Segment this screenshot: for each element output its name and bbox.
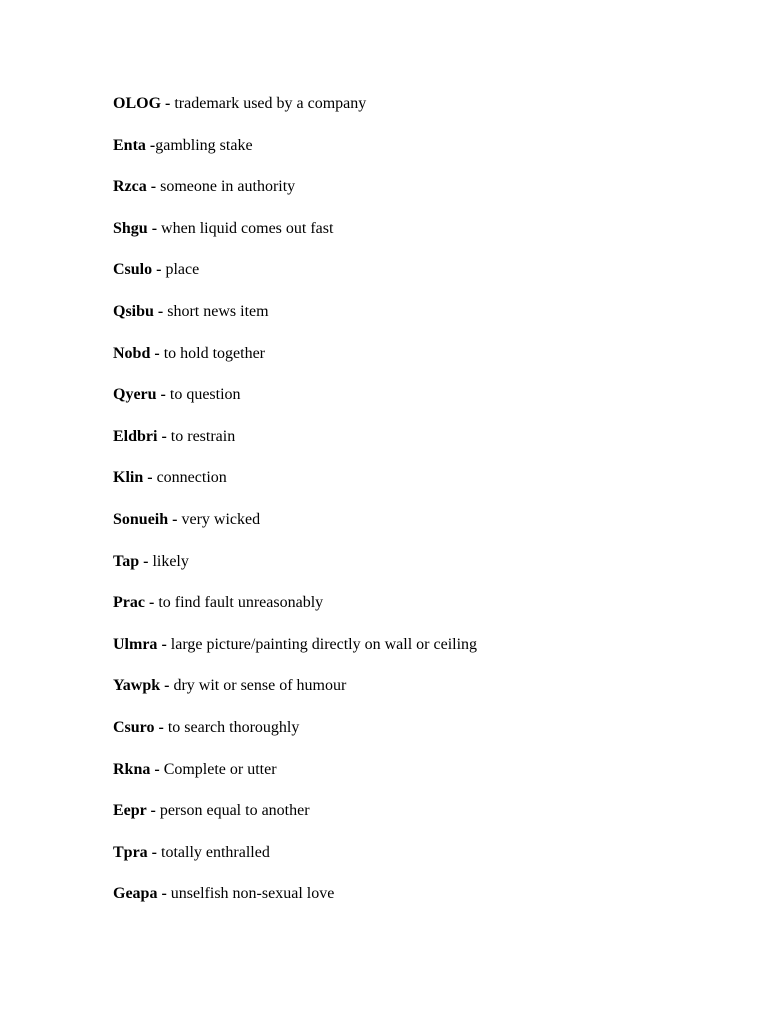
word-entry bbox=[113, 634, 477, 676]
scrambled-word: Tpra bbox=[113, 843, 148, 861]
scrambled-word: Qyeru bbox=[113, 386, 157, 404]
word-entry bbox=[113, 883, 477, 925]
word-entry bbox=[113, 842, 477, 884]
scrambled-word: Klin bbox=[113, 469, 144, 487]
definition: to question bbox=[169, 386, 241, 404]
word-entry bbox=[113, 301, 477, 343]
separator: - bbox=[154, 718, 168, 736]
scrambled-word: Prac bbox=[113, 594, 145, 612]
definition: large picture/painting directly on wall or ceiling bbox=[170, 635, 478, 653]
scrambled-word: Ulmra bbox=[113, 635, 158, 653]
scrambled-word: Eldbri bbox=[113, 427, 158, 445]
definition: to restrain bbox=[170, 427, 236, 445]
definition: short news item bbox=[167, 302, 269, 320]
definition: likely bbox=[152, 552, 189, 570]
definition: person equal to another bbox=[159, 802, 310, 820]
word-entry bbox=[113, 675, 477, 717]
scrambled-word: Qsibu bbox=[113, 302, 154, 320]
definition: someone in authority bbox=[160, 178, 296, 196]
word-entry bbox=[113, 426, 477, 468]
definition: to hold together bbox=[163, 344, 265, 362]
word-entry bbox=[113, 800, 477, 842]
scrambled-word: Geapa bbox=[113, 885, 158, 903]
word-entry bbox=[113, 343, 477, 385]
separator: - bbox=[153, 302, 168, 320]
separator: - bbox=[161, 95, 175, 112]
scrambled-word: Rzca bbox=[113, 178, 147, 196]
definition: trademark used by a company bbox=[174, 95, 367, 112]
definition: very wicked bbox=[181, 510, 261, 528]
separator: - bbox=[150, 344, 164, 362]
word-entry bbox=[113, 135, 477, 177]
scrambled-word: Tap bbox=[113, 552, 140, 570]
definition: to find fault unreasonably bbox=[158, 594, 324, 612]
word-entry bbox=[113, 218, 477, 260]
separator: - bbox=[157, 635, 171, 653]
word-entry bbox=[113, 384, 477, 426]
separator: - bbox=[157, 427, 171, 445]
definition: gambling stake bbox=[155, 136, 253, 154]
definition: when liquid comes out fast bbox=[161, 219, 334, 237]
scrambled-word: Sonueih bbox=[113, 510, 169, 528]
scrambled-word: Csulo bbox=[113, 261, 153, 279]
scrambled-word: Csuro bbox=[113, 718, 155, 736]
separator: - bbox=[143, 469, 157, 487]
definition: dry wit or sense of humour bbox=[173, 677, 347, 695]
definition: to search thoroughly bbox=[167, 718, 300, 736]
word-entry bbox=[113, 717, 477, 759]
separator: - bbox=[150, 760, 164, 778]
separator: - bbox=[160, 677, 174, 695]
definition: totally enthralled bbox=[161, 843, 270, 861]
scrambled-word: Rkna bbox=[113, 760, 151, 778]
definition: Complete or utter bbox=[163, 760, 277, 778]
scrambled-word: Enta bbox=[113, 136, 146, 154]
word-entry bbox=[113, 759, 477, 801]
scrambled-word: Yawpk bbox=[113, 677, 161, 695]
word-entry bbox=[113, 467, 477, 509]
separator: - bbox=[156, 386, 170, 404]
definition: unselfish non-sexual love bbox=[170, 885, 335, 903]
word-entry bbox=[113, 592, 477, 634]
separator: - bbox=[168, 510, 182, 528]
separator: - bbox=[144, 594, 159, 612]
scrambled-word: Eepr bbox=[113, 802, 147, 820]
separator: - bbox=[139, 552, 153, 570]
scrambled-word: Shgu bbox=[113, 219, 148, 237]
definition: place bbox=[165, 261, 200, 279]
separator: - bbox=[157, 885, 171, 903]
word-entry bbox=[113, 259, 477, 301]
word-list bbox=[113, 93, 477, 925]
separator: - bbox=[145, 136, 156, 154]
scrambled-word: OLOG bbox=[113, 95, 162, 112]
separator: - bbox=[146, 178, 161, 196]
definition: connection bbox=[156, 469, 227, 487]
word-entry bbox=[113, 176, 477, 218]
word-entry bbox=[113, 93, 477, 135]
separator: - bbox=[152, 261, 166, 279]
separator: - bbox=[147, 843, 161, 861]
word-entry bbox=[113, 551, 477, 593]
word-entry bbox=[113, 509, 477, 551]
separator: - bbox=[147, 219, 162, 237]
scrambled-word: Nobd bbox=[113, 344, 151, 362]
separator: - bbox=[146, 802, 160, 820]
